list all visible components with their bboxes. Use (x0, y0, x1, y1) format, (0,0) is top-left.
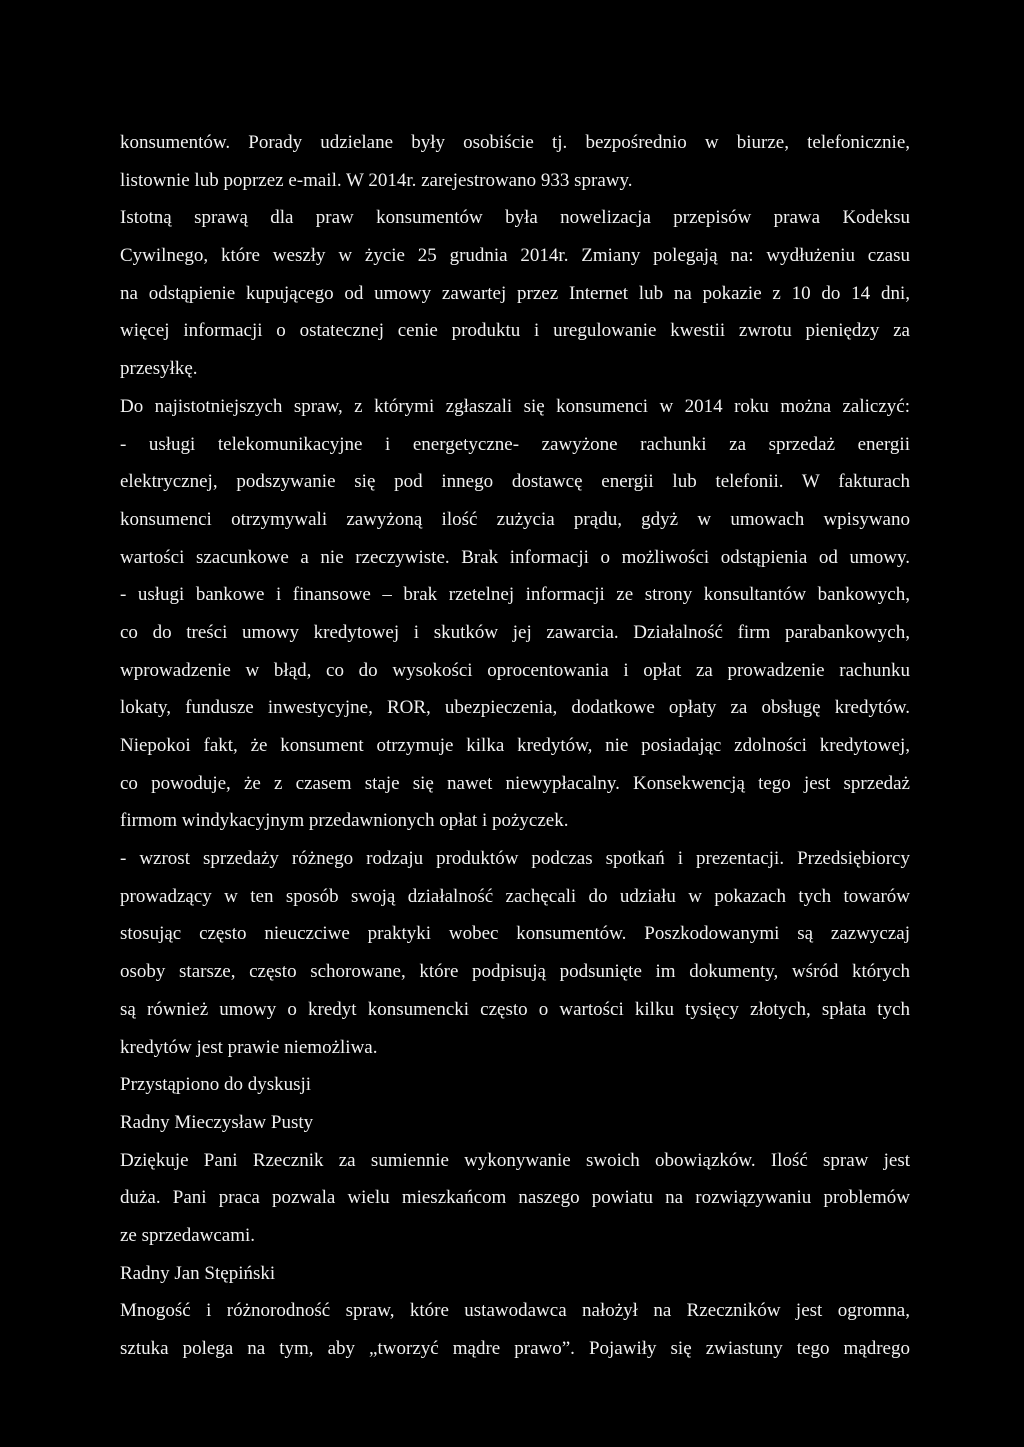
text-line: stosując często nieuczciwe praktyki wobec konsumentów. Poszkodowanymi są zazwyczaj (120, 923, 910, 945)
text-line: są również umowy o kredyt konsumencki często o wartości kilku tysięcy złotych, spłata tych (120, 998, 910, 1020)
text-line: sztuka polega na tym, aby „tworzyć mądre prawo”. Pojawiły się zwiastuny tego mądrego (120, 1338, 910, 1359)
text-line: wprowadzenie w błąd, co do wysokości oprocentowania i opłat za prowadzenie rachunku (120, 659, 910, 681)
text-line: Cywilnego, które weszły w życie 25 grudnia 2014r. Zmiany polegają na: wydłużeniu czasu (120, 245, 910, 267)
text-line: Przystąpiono do dyskusji (120, 1074, 312, 1096)
text-line: kredytów jest prawie niemożliwa. (120, 1036, 378, 1058)
text-line: lokaty, fundusze inwestycyjne, ROR, ubezpieczenia, dodatkowe opłaty za obsługę kredytów. (120, 697, 910, 719)
text-line: - wzrost sprzedaży różnego rodzaju produktów podczas spotkań i prezentacji. Przedsiębiorcy (120, 848, 910, 870)
document-body (120, 124, 910, 1368)
text-line: Mnogość i różnorodność spraw, które ustawodawca nałożył na Rzeczników jest ogromna, (120, 1300, 910, 1322)
text-line: ze sprzedawcami. (120, 1224, 256, 1246)
speaker-name: Radny Jan Stępiński (120, 1262, 276, 1284)
text-line: listownie lub poprzez e-mail. W 2014r. zarejestrowano 933 sprawy. (120, 169, 633, 191)
text-line: wartości szacunkowe a nie rzeczywiste. Brak informacji o możliwości odstąpienia od umowy. (120, 546, 910, 568)
text-line: Dziękuje Pani Rzecznik za sumiennie wykonywanie swoich obowiązków. Ilość spraw jest (120, 1149, 910, 1171)
text-line: firmom windykacyjnym przedawnionych opłat i pożyczek. (120, 810, 569, 832)
text-line: Istotną sprawą dla praw konsumentów była nowelizacja przepisów prawa Kodeksu (120, 207, 910, 229)
text-line: - usługi telekomunikacyjne i energetyczne- zawyżone rachunki za sprzedaż energii (120, 433, 910, 455)
speaker-name: Radny Mieczysław Pusty (120, 1111, 314, 1133)
text-line: duża. Pani praca pozwala wielu mieszkańcom naszego powiatu na rozwiązywaniu problemów (120, 1187, 910, 1209)
text-line: na odstąpienie kupującego od umowy zawartej przez Internet lub na pokazie z 10 do 14 dni, (120, 282, 910, 304)
text-line: co do treści umowy kredytowej i skutków jej zawarcia. Działalność firm parabankowych, (120, 621, 910, 643)
text-line: - usługi bankowe i finansowe – brak rzetelnej informacji ze strony konsultantów bankowych, (120, 584, 910, 606)
text-line: konsumenci otrzymywali zawyżoną ilość zużycia prądu, gdyż w umowach wpisywano (120, 508, 910, 530)
text-line: Do najistotniejszych spraw, z którymi zgłaszali się konsumenci w 2014 roku można zaliczyć: (120, 395, 910, 417)
text-line: Niepokoi fakt, że konsument otrzymuje kilka kredytów, nie posiadając zdolności kredytowej, (120, 735, 910, 756)
text-line: przesyłkę. (120, 358, 198, 380)
text-line: co powoduje, że z czasem staje się nawet niewypłacalny. Konsekwencją tego jest sprzedaż (120, 772, 910, 794)
text-line: konsumentów. Porady udzielane były osobiście tj. bezpośrednio w biurze, telefonicznie, (120, 132, 910, 153)
text-line: więcej informacji o ostatecznej cenie produktu i uregulowanie kwestii zwrotu pieniędzy za (120, 320, 910, 342)
text-line: prowadzący w ten sposób swoją działalność zachęcali do udziału w pokazach tych towarów (120, 885, 910, 907)
text-line: osoby starsze, często schorowane, które podpisują podsunięte im dokumenty, wśród których (120, 961, 910, 983)
text-line: elektrycznej, podszywanie się pod innego dostawcę energii lub telefonii. W fakturach (120, 471, 910, 493)
